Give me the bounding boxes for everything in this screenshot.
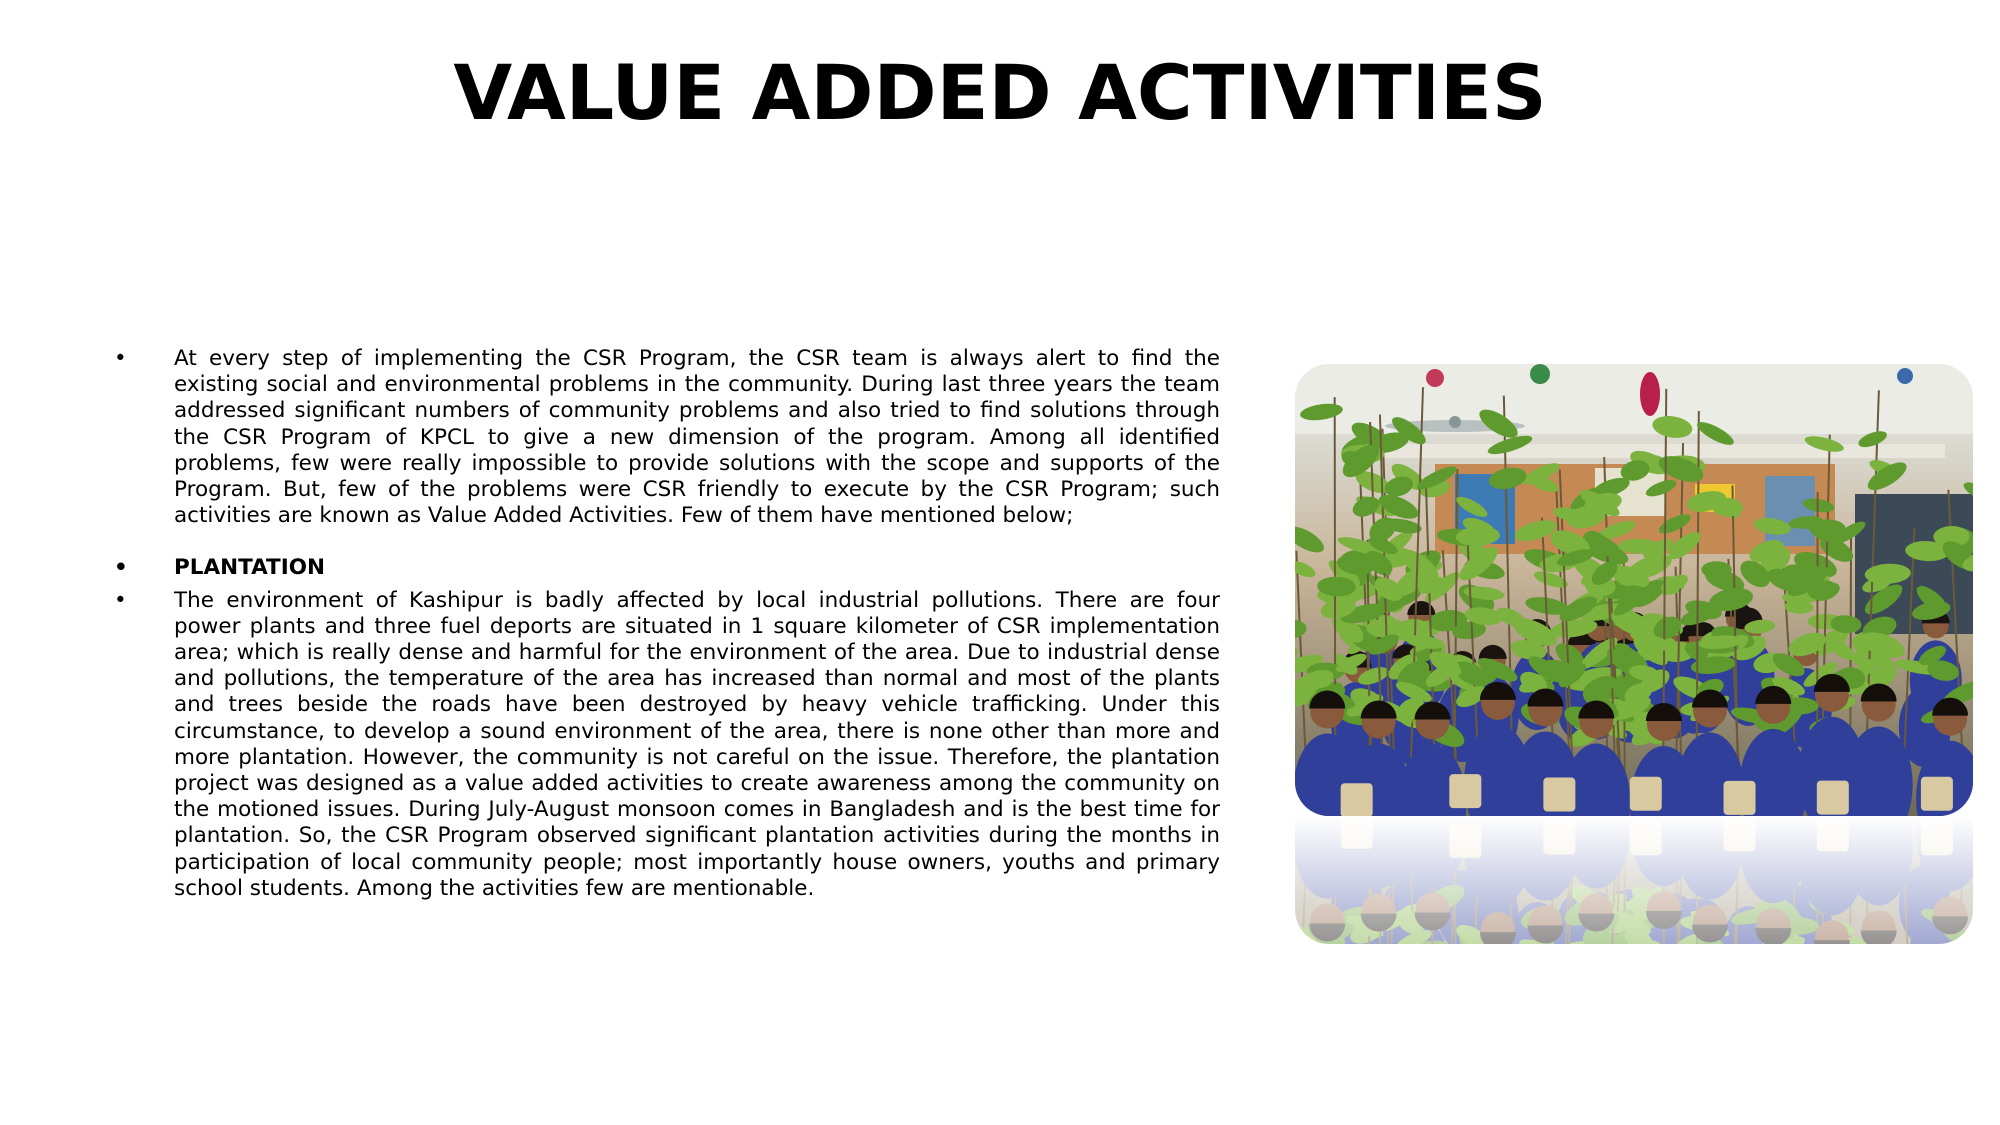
slide-title: VALUE ADDED ACTIVITIES — [453, 48, 1547, 137]
bullet-text: At every step of implementing the CSR Program, the CSR team is always alert to find the existing social and environmental problems in the community. During last three years the team addressed significant numbers of community problems and also tried to find solutions through the CSR Program of KPCL to give a new dimension of the program. Among all identified problems, few were really impossible to provide solutions with the scope and supports of the Program. But, few of the problems were CSR friendly to execute by the CSR Program; such activities are known as Value Added Activities. Few of them have mentioned below; — [174, 346, 1220, 529]
bullet-plantation-detail — [112, 588, 1220, 902]
bullet-plantation-heading — [112, 555, 1220, 581]
bullet-intro — [112, 346, 1220, 529]
bullet-marker: • — [114, 587, 127, 613]
bullet-marker: • — [114, 555, 128, 581]
bullet-text: The environment of Kashipur is badly affected by local industrial pollutions. There are four power plants and three fuel deports are situated in 1 square kilometer of CSR implementation area; which is really dense and harmful for the environment of the area. Due to industrial dense and pollutions, the temperature of the area has increased than normal and most of the plants and trees beside the roads have been destroyed by heavy vehicle trafficking. Under this circumstance, to develop a sound environment of the area, there is none other than more and more plantation. However, the community is not careful on the issue. Therefore, the plantation project was designed as a value added activities to create awareness among the community on the motioned issues. During July-August monsoon comes in Bangladesh and is the best time for plantation. So, the CSR Program observed significant plantation activities during the months in participation of local community people; most importantly house owners, youths and primary school students. Among the activities few are mentionable. — [174, 587, 1220, 901]
bullet-marker: • — [114, 346, 127, 371]
students-with-saplings-photo — [1295, 364, 1973, 816]
bullet-text: PLANTATION — [174, 555, 325, 581]
slide-body — [112, 346, 1220, 902]
photo-with-reflection — [1295, 364, 1973, 944]
photo-reflection — [1295, 816, 1973, 944]
